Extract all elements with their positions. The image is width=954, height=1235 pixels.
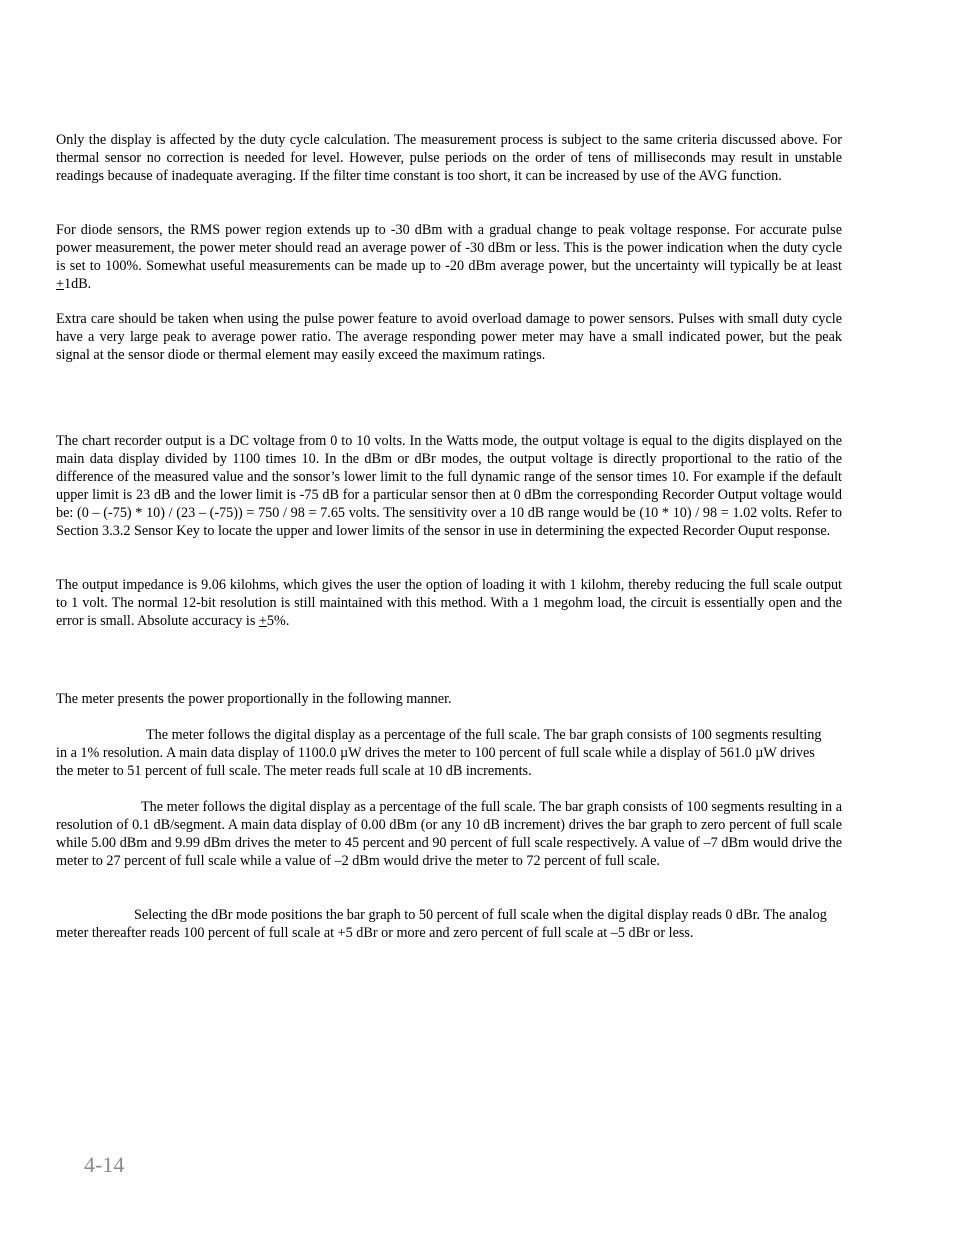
- paragraph-text: Selecting the dBr mode positions the bar graph to 50 percent of full scale when the digital display reads 0 dBr. The analog meter thereafter reads 100 percent of full scale at +5 dBr or more and zero percent of full scale at –5 dBr or less.: [56, 907, 827, 942]
- paragraph-text-end: 1dB.: [64, 276, 92, 293]
- paragraph-chart-recorder-output: [56, 432, 842, 541]
- plus-minus-symbol: +: [56, 276, 65, 293]
- paragraph-text: The chart recorder output is a DC voltage from 0 to 10 volts. In the Watts mode, the output voltage is equal to the digits displayed on the main data display divided by 1100 times 10. In the dBm or dBr modes, the output voltage is directly proportional to the ratio of the difference of the measured value and the sonsor’s lower limit to the full dynamic range of the sensor times 10. For example if the default upper limit is 23 dB and the lower limit is -75 dB for a particular sensor then at 0 dBm the corresponding Recorder Output voltage would be: (0 – (-75) * 10) / (23 – (-75)) = 750 / 98 = 7.65 volts. The sensitivity over a 10 dB range would be (10 * 10) / 98 = 1.02 volts. Refer to Section 3.3.2 Sensor Key to locate the upper and lower limits of the sensor in use in determining the expected Recorder Ouput response.: [56, 433, 842, 540]
- paragraph-diode-sensors: [56, 221, 842, 293]
- paragraph-text: Only the display is affected by the duty cycle calculation. The measurement process is subject to the same criteria discussed above. For thermal sensor no correction is needed for level. However, pulse periods on the order of tens of milliseconds may result in unstable readings because of inadequate averaging. If the filter time constant is too short, it can be increased by use of the AVG function.: [56, 132, 842, 185]
- paragraph-dbr-mode-meter: [56, 906, 842, 942]
- paragraph-watts-mode-meter: [56, 726, 828, 780]
- page-number: 4-14: [84, 1152, 125, 1177]
- paragraph-output-impedance: [56, 576, 842, 630]
- paragraph-text: The meter presents the power proportionally in the following manner.: [56, 691, 452, 707]
- paragraph-text: The meter follows the digital display as a percentage of the full scale. The bar graph consists of 100 segments resulting in a 1% resolution. A main data display of 1100.0 µW drives the meter to 100 percent of full scale while a display of 561.0 µW drives the meter to 51 percent of full scale. The meter reads full scale at 10 dB increments.: [56, 727, 822, 780]
- paragraph-text-end: 5%.: [266, 613, 290, 630]
- paragraph-text: Extra care should be taken when using the pulse power feature to avoid overload damage to power sensors. Pulses with small duty cycle have a very large peak to average power ratio. The average responding power meter may have a small indicated power, but the peak signal at the sensor diode or thermal element may easily exceed the maximum ratings.: [56, 311, 842, 364]
- paragraph-dbm-mode-meter: [56, 798, 842, 870]
- paragraph-overload-caution: [56, 310, 842, 364]
- plus-minus-symbol: +: [258, 613, 267, 630]
- paragraph-text: The output impedance is 9.06 kilohms, which gives the user the option of loading it with 1 kilohm, thereby reducing the full scale output to 1 volt. The normal 12-bit resolution is still maintained with this method. With a 1 megohm load, the circuit is essentially open and the error is small. Absolute accuracy is: [56, 577, 842, 630]
- paragraph-text: The meter follows the digital display as a percentage of the full scale. The bar graph consists of 100 segments resulting in a resolution of 0.1 dB/segment. A main data display of 0.00 dBm (or any 10 dB increment) drives the bar graph to zero percent of full scale while 5.00 dBm and 9.99 dBm drives the meter to 45 percent and 90 percent of full scale respectively. A value of –7 dBm would drive the meter to 27 percent of full scale while a value of –2 dBm would drive the meter to 72 percent of full scale.: [56, 799, 842, 870]
- paragraph-meter-intro: [56, 690, 842, 708]
- paragraph-text: For diode sensors, the RMS power region extends up to -30 dBm with a gradual change to peak voltage response. For accurate pulse power measurement, the power meter should read an average power of -30 dBm or less. This is the power indication when the duty cycle is set to 100%. Somewhat useful measurements can be made up to -20 dBm average power, but the uncertainty will typically be at least: [56, 222, 842, 275]
- paragraph-duty-cycle-display: [56, 131, 842, 185]
